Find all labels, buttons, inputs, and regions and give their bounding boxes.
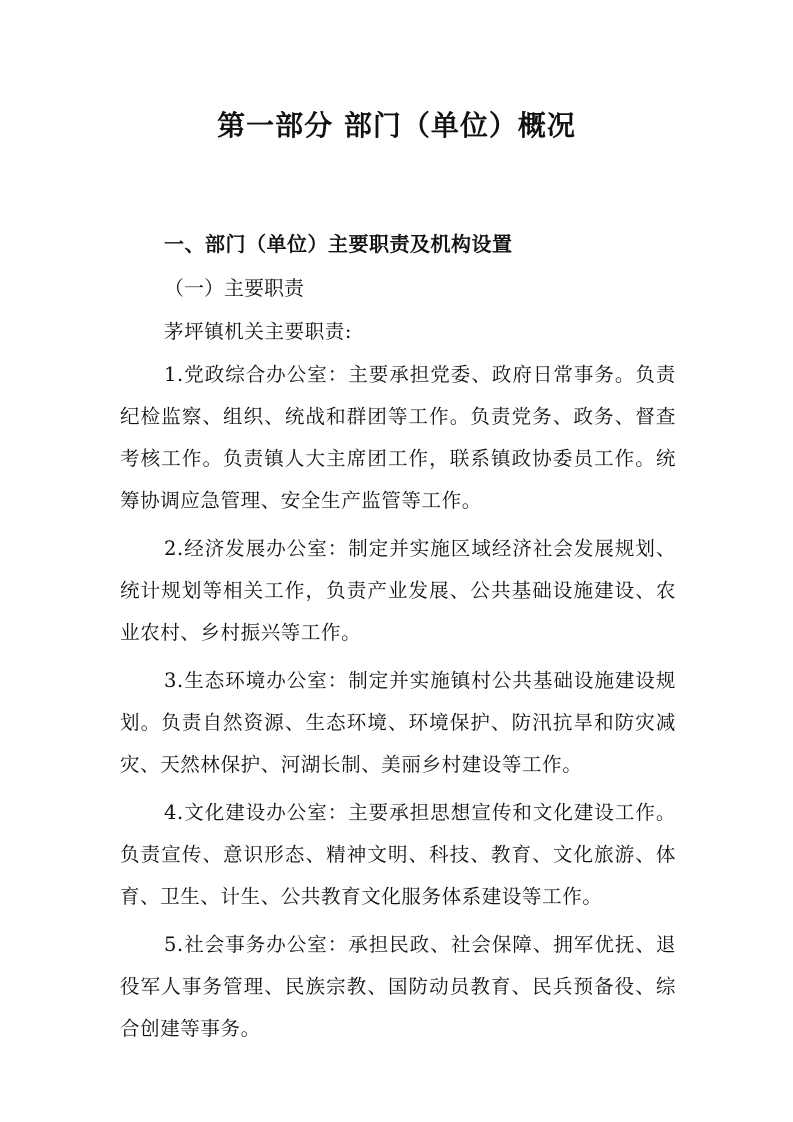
section-heading: 一、部门（单位）主要职责及机构设置 [164, 232, 513, 256]
page-title: 第一部分 部门（单位）概况 [217, 109, 576, 142]
intro-paragraph: 茅坪镇机关主要职责: [164, 320, 353, 343]
document-body [120, 222, 676, 1050]
duty-item-3: 3.生态环境办公室：制定并实施镇村公共基础设施建设规划。负责自然资源、生态环境、环境保护、防汛抗旱和防灾减灾、天然林保护、河湖长制、美丽乡村建设等工作。 [120, 669, 676, 776]
duty-item-5: 5.社会事务办公室：承担民政、社会保障、拥军优抚、退役军人事务管理、民族宗教、国防动员教育、民兵预备役、综合创建等事务。 [120, 933, 676, 1040]
duty-item-1: 1.党政综合办公室：主要承担党委、政府日常事务。负责纪检监察、组织、统战和群团等工作。负责党务、政务、督查考核工作。负责镇人大主席团工作，联系镇政协委员工作。统筹协调应急管理、安全生产监管等工作。 [120, 363, 676, 512]
duty-item-2: 2.经济发展办公室：制定并实施区域经济社会发展规划、统计规划等相关工作，负责产业发展、公共基础设施建设、农业农村、乡村振兴等工作。 [120, 537, 676, 644]
subsection-heading: （一）主要职责 [164, 276, 304, 300]
duty-item-4: 4.文化建设办公室：主要承担思想宣传和文化建设工作。负责宣传、意识形态、精神文明、科技、教育、文化旅游、体育、卫生、计生、公共教育文化服务体系建设等工作。 [120, 801, 676, 908]
